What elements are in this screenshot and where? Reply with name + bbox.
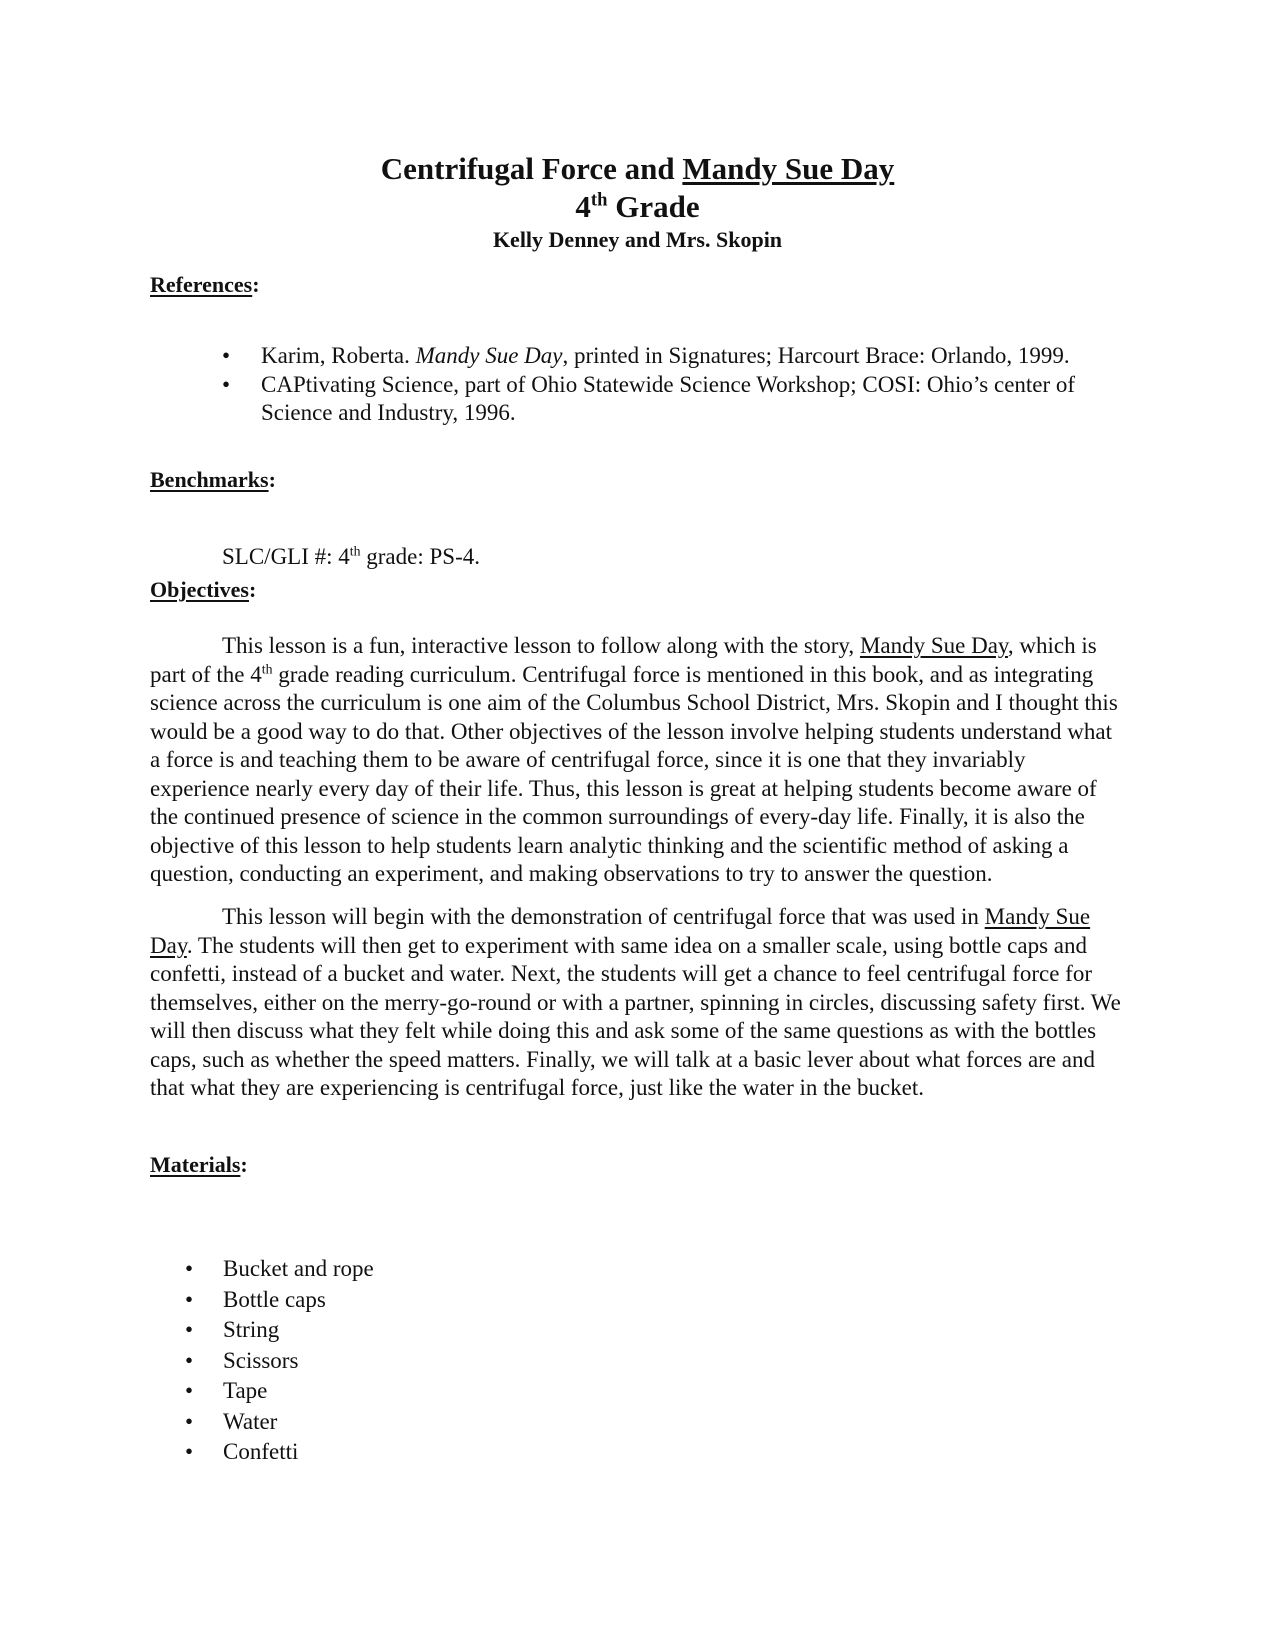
p2-book-title: Mandy Sue Day xyxy=(150,904,1091,958)
bullet-icon: • xyxy=(185,1378,194,1403)
references-heading-colon: : xyxy=(252,272,260,297)
benchmarks-heading xyxy=(150,466,276,494)
bullet-icon: • xyxy=(185,1317,194,1342)
bullet-icon: • xyxy=(222,371,231,397)
material-item xyxy=(185,1285,374,1316)
reference-1-after: , printed in Signatures; Harcourt Brace: Orlando, 1999. xyxy=(562,343,1070,368)
references-list xyxy=(222,342,1122,428)
reference-1-before: Karim, Roberta. xyxy=(261,343,416,368)
materials-list xyxy=(185,1254,374,1468)
material-label: Confetti xyxy=(223,1439,299,1464)
objectives-paragraph-2 xyxy=(150,903,1122,1103)
material-label: Water xyxy=(223,1408,278,1434)
p1-text-b: , which is part of the 4 xyxy=(150,633,1097,687)
benchmark-sup: th xyxy=(349,543,361,559)
title-part1: Centrifugal Force and xyxy=(380,151,683,186)
p2-text-b: . The students will then get to experiment with same idea on a smaller scale, using bottle caps and confetti, instead of a bucket and water. Next, the students will get a chance to feel centrifugal force for themselves, either on the merry-go-round or with a partner, spinning in circles, discussing safety first. We will then discuss what they felt while doing this and ask some of the same questions as with the bottles caps, such as whether the speed matters. Finally, we will talk at a basic lever about what forces are and that what they are experiencing is centrifugal force, just like the water in the bucket. xyxy=(150,932,1121,1100)
reference-item xyxy=(222,371,1122,428)
benchmark-line xyxy=(222,543,480,571)
benchmarks-heading-colon: : xyxy=(268,467,276,492)
p1-book-title: Mandy Sue Day xyxy=(859,633,1008,658)
benchmarks-heading-text: Benchmarks xyxy=(150,467,269,492)
material-label: Tape xyxy=(223,1378,268,1403)
material-label: Bottle caps xyxy=(223,1286,326,1312)
materials-heading xyxy=(150,1151,248,1179)
material-label: Scissors xyxy=(223,1347,299,1373)
reference-item xyxy=(222,342,1122,371)
p2-text-a: This lesson will begin with the demonstration of centrifugal force that was used in xyxy=(222,904,985,929)
objectives-heading-text: Objectives xyxy=(150,577,249,602)
material-item xyxy=(185,1376,374,1407)
bullet-icon: • xyxy=(185,1256,194,1281)
grade-num: 4 xyxy=(575,189,591,224)
bullet-icon: • xyxy=(185,1408,194,1434)
material-label: Bucket and rope xyxy=(223,1256,374,1281)
bullet-icon: • xyxy=(185,1439,194,1464)
benchmark-prefix: SLC/GLI #: 4 xyxy=(222,544,350,569)
material-label: String xyxy=(223,1317,280,1342)
bullet-icon: • xyxy=(185,1286,194,1312)
objectives-heading-colon: : xyxy=(248,577,257,602)
material-item xyxy=(185,1254,374,1285)
bullet-icon: • xyxy=(222,343,231,368)
material-item xyxy=(185,1315,374,1346)
materials-heading-colon: : xyxy=(240,1152,248,1177)
grade-word: Grade xyxy=(607,189,700,224)
reference-2-text: CAPtivating Science, part of Ohio Statewide Science Workshop; COSI: Ohio’s center of Science and Industry, 1996. xyxy=(261,371,1076,425)
p1-sup: th xyxy=(261,660,273,676)
materials-heading-text: Materials xyxy=(150,1152,241,1177)
objectives-paragraph-1 xyxy=(150,632,1122,889)
reference-1-italic: Mandy Sue Day xyxy=(415,343,563,368)
objectives-heading xyxy=(150,576,256,604)
material-item xyxy=(185,1407,374,1438)
material-item xyxy=(185,1437,374,1468)
document-title xyxy=(0,150,1275,188)
p1-text-a: This lesson is a fun, interactive lesson to follow along with the story, xyxy=(222,633,860,658)
authors-line: Kelly Denney and Mrs. Skopin xyxy=(492,227,783,252)
references-heading xyxy=(150,271,260,299)
benchmark-suffix: grade: PS-4. xyxy=(360,544,480,569)
bullet-icon: • xyxy=(185,1347,194,1373)
title-book: Mandy Sue Day xyxy=(682,151,895,186)
grade-line xyxy=(0,188,1275,226)
p1-text-c: grade reading curriculum. Centrifugal force is mentioned in this book, and as integrating science across the curriculum is one aim of the Columbus School District, Mrs. Skopin and I thought this would be a good way to do that. Other objectives of the lesson involve helping students understand what a force is and teaching them to be aware of centrifugal force, since it is one that they invariably experience nearly every day of their life. Thus, this lesson is great at helping students become aware of the continued presence of science in the common surroundings of every-day life. Finally, it is also the objective of this lesson to help students learn analytic thinking and the scientific method of asking a question, conducting an experiment, and making observations to try to answer the question. xyxy=(150,661,1118,886)
grade-sup: th xyxy=(590,189,608,211)
references-heading-text: References xyxy=(150,272,253,297)
material-item xyxy=(185,1346,374,1377)
